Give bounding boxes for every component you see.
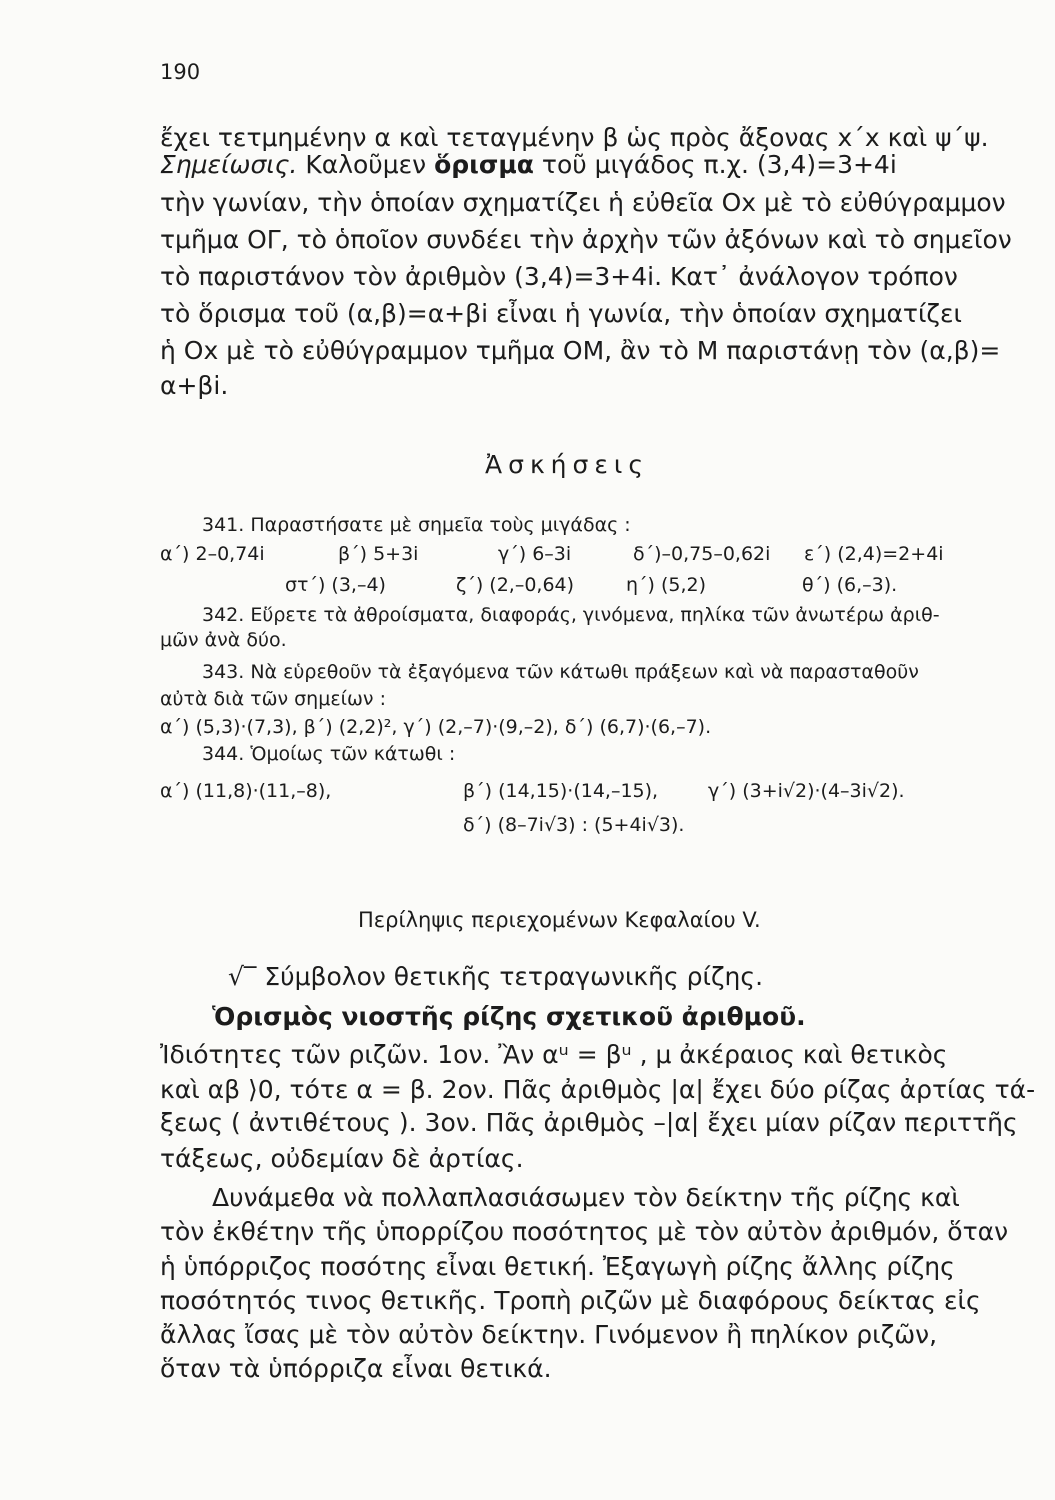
exercise-344: 344. Ὁμοίως τῶν κάτωθι : (202, 743, 456, 765)
exercise-item: α΄) 2–0,74i (160, 543, 265, 565)
summary-title: Περίληψις περιεχομένων Κεφαλαίου V. (358, 908, 761, 932)
text-line (160, 150, 896, 180)
exercise-item: β΄) 5+3i (338, 543, 419, 565)
text-line: ἡ ὑπόρριζος ποσότης εἶναι θετική. Ἐξαγωγὴ ρίζης ἄλλης ρίζης (160, 1252, 955, 1281)
text-line: α+βi. (160, 371, 229, 400)
note-label: Σημείωσις. (160, 150, 298, 179)
term-argument: ὅρισμα (434, 150, 534, 179)
exercise-item: ζ΄) (2,–0,64) (456, 574, 575, 596)
exercise-item: δ΄) (8–7i√3) : (5+4i√3). (463, 814, 685, 836)
text-line: ἡ Ox μὲ τὸ εὐθύγραμμον τμῆμα ΟΜ, ἂν τὸ Μ παριστάνῃ τὸν (α,β)= (160, 336, 1001, 365)
symbol-line: √‾ Σύμβολον θετικῆς τετραγωνικῆς ρίζης. (228, 962, 764, 991)
exercise-343-items: α΄) (5,3)·(7,3), β΄) (2,2)², γ΄) (2,–7)·(9,–2), δ΄) (6,7)·(6,–7). (160, 716, 712, 738)
text-line: καὶ αβ ⟩0, τότε α = β. 2ον. Πᾶς ἀριθμὸς |α| ἔχει δύο ρίζας ἀρτίας τά- (160, 1075, 1036, 1104)
note-text-b: τοῦ μιγάδος π.χ. (3,4)=3+4i (533, 150, 897, 179)
text-line: τὸν ἐκθέτην τῆς ὑπορρίζου ποσότητος μὲ τὸν αὐτὸν ἀριθμόν, ὅταν (160, 1217, 1009, 1246)
exercise-342: 342. Εὕρετε τὰ ἀθροίσματα, διαφοράς, γινόμενα, πηλίκα τῶν ἀνωτέρω ἀριθ- (202, 604, 940, 626)
definition-heading: Ὁρισμὸς νιοστῆς ρίζης σχετικοῦ ἀριθμοῦ. (212, 1002, 806, 1031)
text-line: ὅταν τὰ ὑπόρριζα εἶναι θετικά. (160, 1354, 552, 1383)
exercise-343: 343. Νὰ εὑρεθοῦν τὰ ἐξαγόμενα τῶν κάτωθι πράξεων καὶ νὰ παρασταθοῦν (202, 661, 919, 683)
note-text-a: Καλοῦμεν (297, 150, 435, 179)
text-line: ἄλλας ἴσας μὲ τὸν αὐτὸν δείκτην. Γινόμενον ἢ πηλίκον ριζῶν, (160, 1320, 938, 1349)
exercise-item: γ΄) (3+i√2)·(4–3i√2). (708, 780, 905, 802)
text-line: τμῆμα ΟΓ, τὸ ὁποῖον συνδέει τὴν ἀρχὴν τῶν ἀξόνων καὶ τὸ σημεῖον (160, 225, 1012, 254)
exercise-item: στ΄) (3,–4) (285, 574, 386, 596)
page-number: 190 (160, 60, 201, 84)
exercise-item: θ΄) (6,–3). (802, 574, 898, 596)
exercise-item: η΄) (5,2) (626, 574, 707, 596)
exercise-item: δ΄)–0,75–0,62i (633, 543, 771, 565)
exercise-item: ε΄) (2,4)=2+4i (804, 543, 944, 565)
exercise-343-cont: αὐτὰ διὰ τῶν σημείων : (160, 688, 386, 710)
text-line: τὸ παριστάνον τὸν ἀριθμὸν (3,4)=3+4i. Κατ᾿ ἀνάλογον τρόπον (160, 262, 958, 291)
text-line: τὴν γωνίαν, τὴν ὁποίαν σχηματίζει ἡ εὐθεῖα Ox μὲ τὸ εὐθύγραμμον (160, 188, 1006, 217)
exercises-heading: Ἀσκήσεις (485, 450, 650, 479)
text-line: Δυνάμεθα νὰ πολλαπλασιάσωμεν τὸν δείκτην τῆς ρίζης καὶ (212, 1183, 960, 1212)
text-line: τὸ ὅρισμα τοῦ (α,β)=α+βi εἶναι ἡ γωνία, τὴν ὁποίαν σχηματίζει (160, 299, 963, 328)
exercise-342-cont: μῶν ἀνὰ δύο. (160, 629, 287, 651)
text-line: ξεως ( ἀντιθέτους ). 3ον. Πᾶς ἀριθμὸς –|α| ἔχει μίαν ρίζαν περιττῆς (160, 1108, 1018, 1137)
exercise-item: γ΄) 6–3i (498, 543, 572, 565)
text-line: ἔχει τετμημένην α καὶ τεταγμένην β ὡς πρὸς ἄξονας x΄x καὶ ψ΄ψ. (160, 123, 989, 152)
exercise-item: β΄) (14,15)·(14,–15), (463, 780, 659, 802)
exercise-341: 341. Παραστήσατε μὲ σημεῖα τοὺς μιγάδας : (202, 514, 631, 536)
text-line: Ἰδιότητες τῶν ριζῶν. 1ον. Ἂν αᵘ = βᵘ , μ ἀκέραιος καὶ θετικὸς (160, 1040, 948, 1069)
text-line: ποσότητός τινος θετικῆς. Τροπὴ ριζῶν μὲ διαφόρους δείκτας εἰς (160, 1286, 981, 1315)
text-line: τάξεως, οὐδεμίαν δὲ ἀρτίας. (160, 1144, 524, 1173)
exercise-item: α΄) (11,8)·(11,–8), (160, 780, 332, 802)
